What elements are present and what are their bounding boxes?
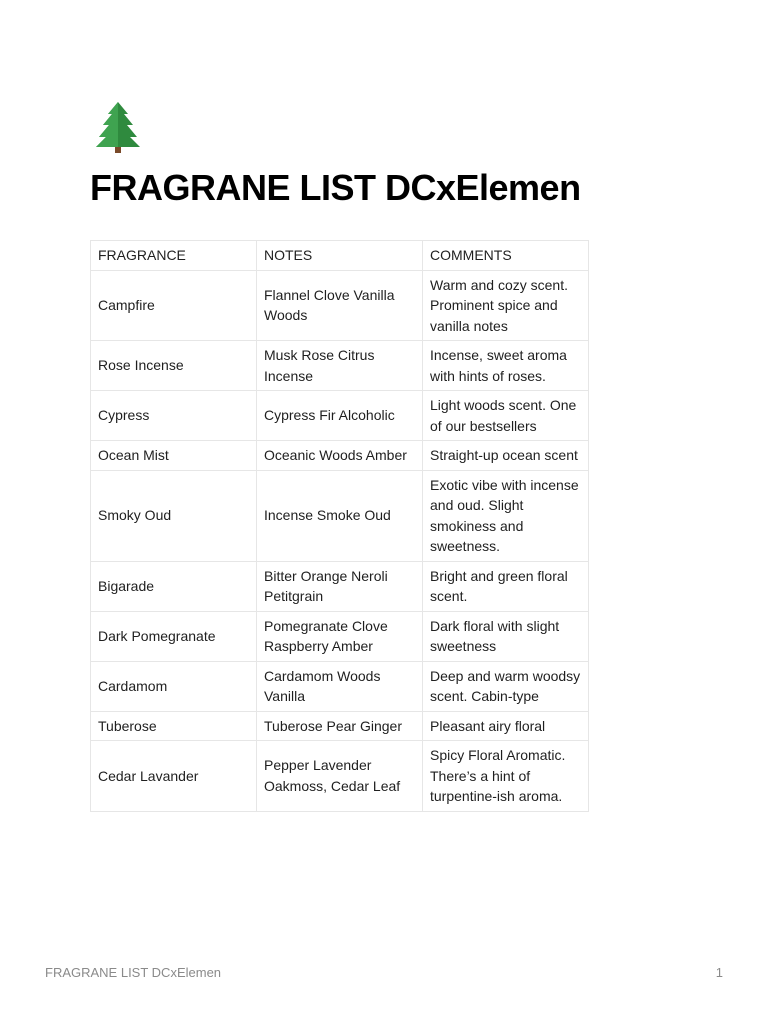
table-row bbox=[91, 611, 589, 661]
notes-cell: Pepper Lavender Oakmoss, Cedar Leaf bbox=[257, 741, 423, 812]
column-header-fragrance: FRAGRANCE bbox=[91, 241, 257, 271]
fragrance-cell: Rose Incense bbox=[91, 341, 257, 391]
fragrance-cell: Smoky Oud bbox=[91, 470, 257, 561]
fragrance-cell: Dark Pomegranate bbox=[91, 611, 257, 661]
notes-cell: Incense Smoke Oud bbox=[257, 470, 423, 561]
table-row bbox=[91, 470, 589, 561]
table-header-row bbox=[91, 241, 589, 271]
column-header-notes: NOTES bbox=[257, 241, 423, 271]
comments-cell: Dark floral with slight sweetness bbox=[423, 611, 589, 661]
fragrance-cell: Cardamom bbox=[91, 661, 257, 711]
comments-cell: Pleasant airy floral bbox=[423, 711, 589, 741]
notes-cell: Pomegranate Clove Raspberry Amber bbox=[257, 611, 423, 661]
table-row bbox=[91, 711, 589, 741]
comments-cell: Incense, sweet aroma with hints of roses. bbox=[423, 341, 589, 391]
column-header-comments: COMMENTS bbox=[423, 241, 589, 271]
notes-cell: Oceanic Woods Amber bbox=[257, 441, 423, 471]
evergreen-tree-icon bbox=[92, 100, 144, 156]
table-row bbox=[91, 741, 589, 812]
fragrance-cell: Cypress bbox=[91, 391, 257, 441]
fragrance-cell: Tuberose bbox=[91, 711, 257, 741]
page-title: FRAGRANE LIST DCxElemen bbox=[90, 167, 581, 208]
table-row bbox=[91, 391, 589, 441]
table-row bbox=[91, 341, 589, 391]
fragrance-cell: Bigarade bbox=[91, 561, 257, 611]
comments-cell: Bright and green floral scent. bbox=[423, 561, 589, 611]
comments-cell: Warm and cozy scent. Prominent spice and vanilla notes bbox=[423, 270, 589, 341]
notes-cell: Bitter Orange Neroli Petitgrain bbox=[257, 561, 423, 611]
fragrance-cell: Ocean Mist bbox=[91, 441, 257, 471]
table-row bbox=[91, 441, 589, 471]
comments-cell: Light woods scent. One of our bestsellers bbox=[423, 391, 589, 441]
notes-cell: Cardamom Woods Vanilla bbox=[257, 661, 423, 711]
comments-cell: Spicy Floral Aromatic. There’s a hint of turpentine-ish aroma. bbox=[423, 741, 589, 812]
table-row bbox=[91, 270, 589, 341]
table-row bbox=[91, 561, 589, 611]
comments-cell: Deep and warm woodsy scent. Cabin-type bbox=[423, 661, 589, 711]
notes-cell: Cypress Fir Alcoholic bbox=[257, 391, 423, 441]
notes-cell: Musk Rose Citrus Incense bbox=[257, 341, 423, 391]
notes-cell: Flannel Clove Vanilla Woods bbox=[257, 270, 423, 341]
table-row bbox=[91, 661, 589, 711]
fragrance-table bbox=[90, 240, 589, 812]
comments-cell: Straight-up ocean scent bbox=[423, 441, 589, 471]
notes-cell: Tuberose Pear Ginger bbox=[257, 711, 423, 741]
footer-document-title: FRAGRANE LIST DCxElemen bbox=[45, 965, 222, 980]
fragrance-cell: Cedar Lavander bbox=[91, 741, 257, 812]
comments-cell: Exotic vibe with incense and oud. Slight smokiness and sweetness. bbox=[423, 470, 589, 561]
fragrance-cell: Campfire bbox=[91, 270, 257, 341]
footer-page-number: 1 bbox=[715, 965, 723, 980]
